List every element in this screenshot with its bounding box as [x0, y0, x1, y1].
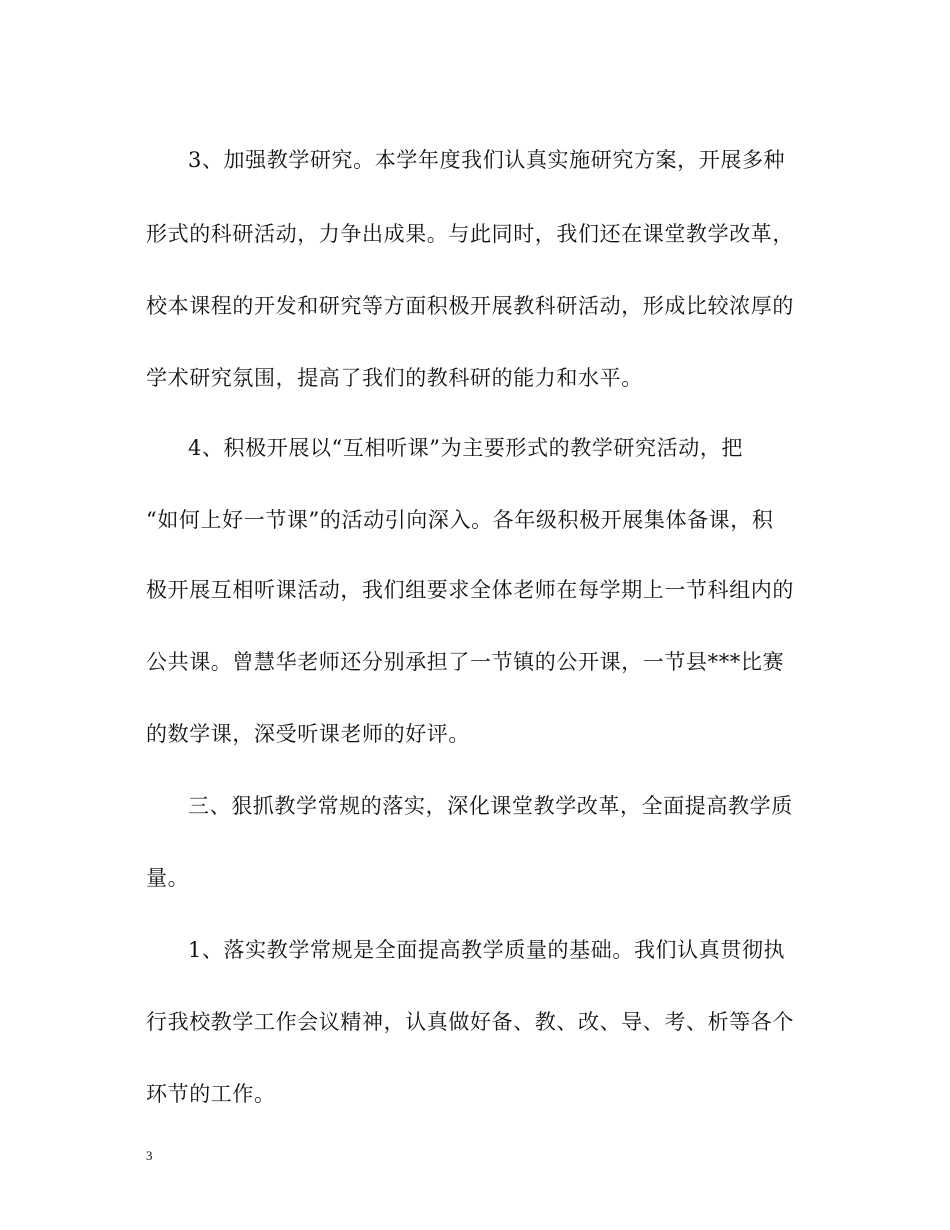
page-number: 3	[146, 1148, 153, 1163]
paragraph-line: 校本课程的开发和研究等方面积极开展教科研活动，形成比较浓厚的	[146, 294, 794, 318]
paragraph-line: 学术研究氛围，提高了我们的教科研的能力和水平。	[146, 366, 643, 390]
paragraph-line: 极开展互相听课活动，我们组要求全体老师在每学期上一节科组内的	[146, 578, 794, 602]
paragraph-line: 3、加强教学研究。本学年度我们认真实施研究方案，开展多种	[188, 148, 786, 172]
paragraph-line: 公共课。曾慧华老师还分别承担了一节镇的公开课，一节县***比赛	[146, 650, 785, 674]
paragraph-line: “如何上好一节课”的活动引向深入。各年级积极开展集体备课，积	[146, 508, 774, 532]
section-heading-line: 量。	[146, 866, 190, 890]
paragraph-line: 4、积极开展以“互相听课”为主要形式的教学研究活动，把	[188, 436, 744, 460]
paragraph-line: 行我校教学工作会议精神，认真做好备、教、改、导、考、析等各个	[146, 1010, 794, 1034]
paragraph-line: 1、落实教学常规是全面提高教学质量的基础。我们认真贯彻执	[188, 938, 786, 962]
section-heading-line: 三、狠抓教学常规的落实，深化课堂教学改革，全面提高教学质	[188, 794, 793, 818]
paragraph-line: 的数学课，深受听课老师的好评。	[146, 722, 470, 746]
paragraph-line: 环节的工作。	[146, 1082, 276, 1106]
paragraph-line: 形式的科研活动，力争出成果。与此同时，我们还在课堂教学改革，	[146, 222, 794, 246]
